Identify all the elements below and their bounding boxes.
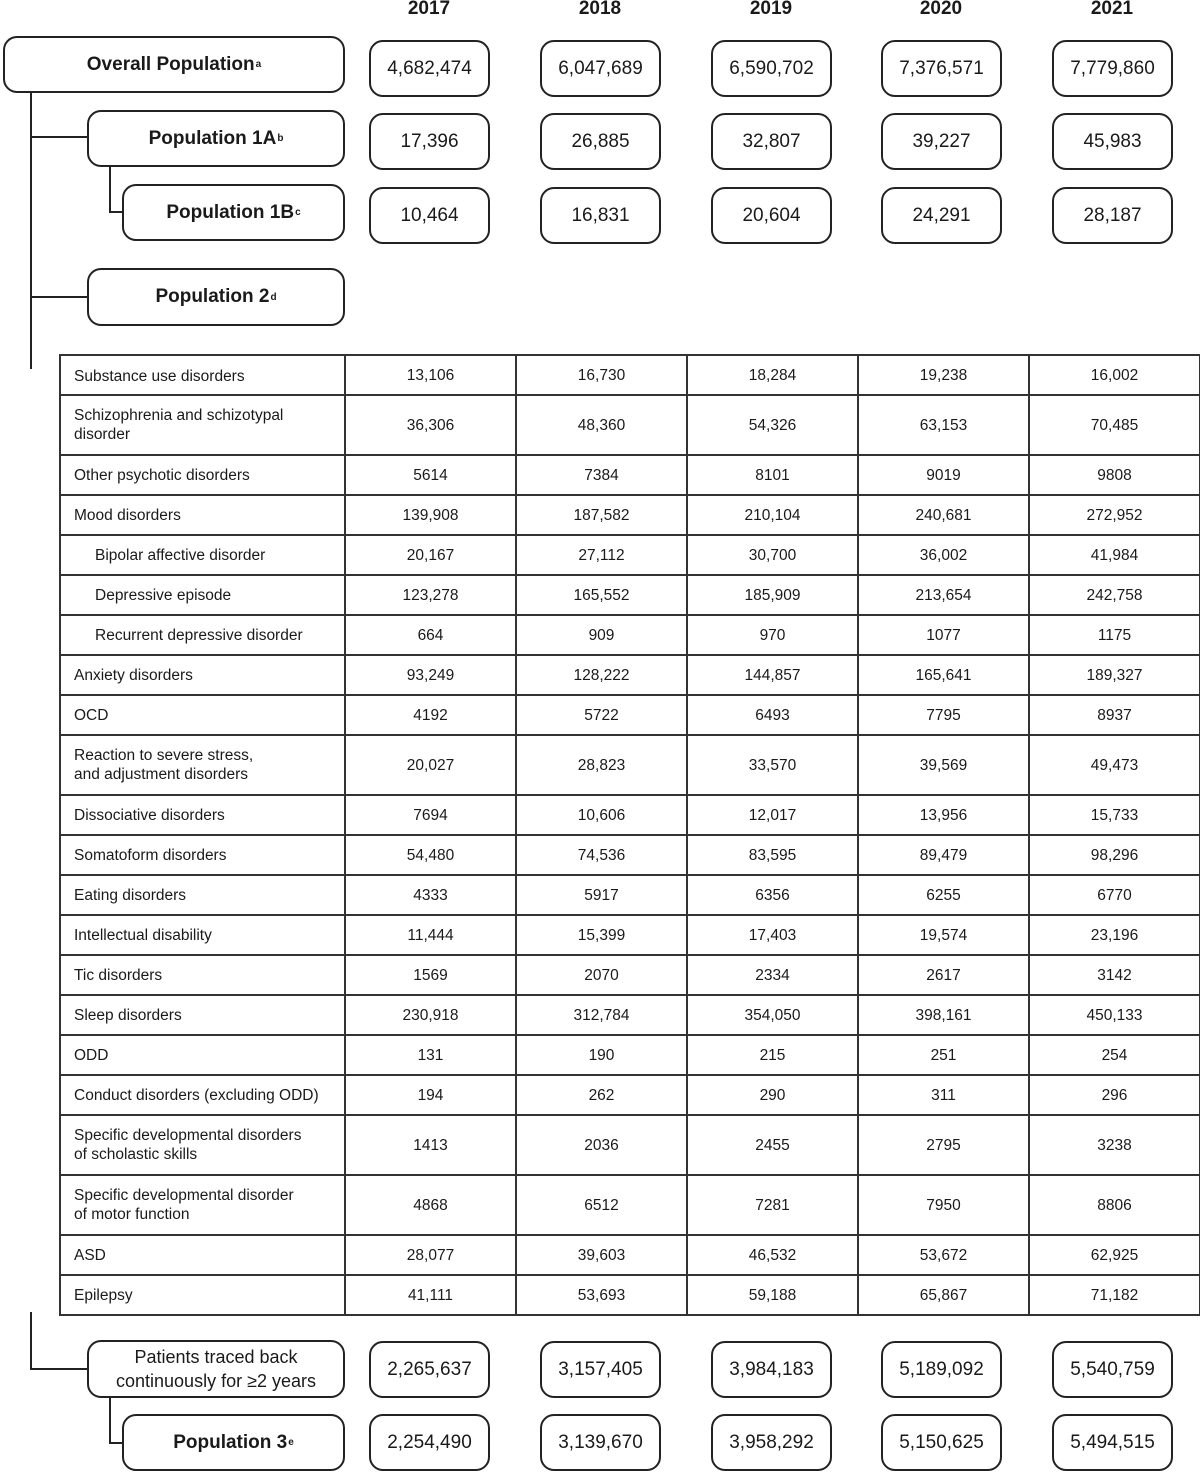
table-row <box>60 835 1200 875</box>
cell-2021: 98,296 <box>1029 835 1200 875</box>
cell-2021: 41,984 <box>1029 535 1200 575</box>
table-row <box>60 795 1200 835</box>
cell-2019: 54,326 <box>687 395 858 455</box>
cell-2020: 165,641 <box>858 655 1029 695</box>
footnote-d: d <box>270 291 277 303</box>
cell-2018: 2036 <box>516 1115 687 1175</box>
row-label: Substance use disorders <box>60 355 345 395</box>
table-row <box>60 535 1200 575</box>
cell-2018: 39,603 <box>516 1235 687 1275</box>
cell-2019: 185,909 <box>687 575 858 615</box>
cell-2021: 3238 <box>1029 1115 1200 1175</box>
row-label: Recurrent depressive disorder <box>60 615 345 655</box>
table-row <box>60 575 1200 615</box>
cell-2018: 312,784 <box>516 995 687 1035</box>
cell-2017: 13,106 <box>345 355 516 395</box>
cell-2018: 15,399 <box>516 915 687 955</box>
cell-2020: 311 <box>858 1075 1029 1115</box>
traced-value-2018: 3,157,405 <box>540 1341 661 1398</box>
cell-2017: 131 <box>345 1035 516 1075</box>
population-3-box <box>122 1414 345 1471</box>
cell-2020: 6255 <box>858 875 1029 915</box>
table-row <box>60 1275 1200 1315</box>
table-row <box>60 395 1200 455</box>
year-header-2019: 2019 <box>749 0 793 19</box>
cell-2018: 10,606 <box>516 795 687 835</box>
cell-2021: 254 <box>1029 1035 1200 1075</box>
cell-2018: 165,552 <box>516 575 687 615</box>
cell-2019: 30,700 <box>687 535 858 575</box>
cell-2020: 251 <box>858 1035 1029 1075</box>
pop3-value-2021: 5,494,515 <box>1052 1414 1173 1471</box>
traced-patients-box <box>87 1340 345 1398</box>
trunk-connector-line <box>30 92 32 369</box>
cell-2019: 7281 <box>687 1175 858 1235</box>
cell-2019: 12,017 <box>687 795 858 835</box>
row-label-line1: Specific developmental disorder <box>74 1187 294 1204</box>
row-label <box>60 1175 345 1235</box>
cell-2020: 213,654 <box>858 575 1029 615</box>
table-row <box>60 1035 1200 1075</box>
cell-2017: 41,111 <box>345 1275 516 1315</box>
cell-2021: 1175 <box>1029 615 1200 655</box>
pop1a-value-2019: 32,807 <box>711 113 832 170</box>
row-label-line2: of motor function <box>74 1206 190 1223</box>
year-header-2018: 2018 <box>578 0 622 19</box>
cell-2019: 354,050 <box>687 995 858 1035</box>
cell-2017: 139,908 <box>345 495 516 535</box>
row-label: Eating disorders <box>60 875 345 915</box>
cell-2018: 74,536 <box>516 835 687 875</box>
cell-2021: 189,327 <box>1029 655 1200 695</box>
cell-2021: 70,485 <box>1029 395 1200 455</box>
cell-2018: 187,582 <box>516 495 687 535</box>
table-row <box>60 735 1200 795</box>
footnote-c: c <box>295 207 301 218</box>
population-2-box <box>87 268 345 326</box>
cell-2020: 2795 <box>858 1115 1029 1175</box>
pop1a-value-2021: 45,983 <box>1052 113 1173 170</box>
row-label-line2: disorder <box>74 426 130 443</box>
cell-2018: 16,730 <box>516 355 687 395</box>
cell-2017: 4192 <box>345 695 516 735</box>
table-row <box>60 995 1200 1035</box>
cell-2020: 63,153 <box>858 395 1029 455</box>
table-row <box>60 915 1200 955</box>
cell-2020: 89,479 <box>858 835 1029 875</box>
cell-2017: 11,444 <box>345 915 516 955</box>
cell-2018: 53,693 <box>516 1275 687 1315</box>
row-label-line1: Reaction to severe stress, <box>74 747 254 764</box>
traced-value-2020: 5,189,092 <box>881 1341 1002 1398</box>
row-label <box>60 1115 345 1175</box>
cell-2017: 5614 <box>345 455 516 495</box>
year-header-2021: 2021 <box>1090 0 1134 19</box>
footnote-a: a <box>255 59 262 70</box>
cell-2020: 19,238 <box>858 355 1029 395</box>
cell-2018: 2070 <box>516 955 687 995</box>
table-row <box>60 615 1200 655</box>
row-label <box>60 735 345 795</box>
cell-2019: 18,284 <box>687 355 858 395</box>
pop3-value-2020: 5,150,625 <box>881 1414 1002 1471</box>
connector-to-pop2 <box>30 296 88 298</box>
cell-2021: 8806 <box>1029 1175 1200 1235</box>
cell-2019: 83,595 <box>687 835 858 875</box>
cell-2021: 272,952 <box>1029 495 1200 535</box>
row-label: Anxiety disorders <box>60 655 345 695</box>
cell-2020: 1077 <box>858 615 1029 655</box>
cell-2021: 71,182 <box>1029 1275 1200 1315</box>
cell-2019: 46,532 <box>687 1235 858 1275</box>
cell-2019: 210,104 <box>687 495 858 535</box>
traced-label-line2: continuously for ≥2 years <box>116 1371 316 1391</box>
cell-2017: 20,027 <box>345 735 516 795</box>
cell-2018: 6512 <box>516 1175 687 1235</box>
cell-2021: 15,733 <box>1029 795 1200 835</box>
cell-2020: 39,569 <box>858 735 1029 795</box>
cell-2017: 20,167 <box>345 535 516 575</box>
table-row <box>60 875 1200 915</box>
traced-value-2021: 5,540,759 <box>1052 1341 1173 1398</box>
row-label: Depressive episode <box>60 575 345 615</box>
pop1b-value-2021: 28,187 <box>1052 187 1173 244</box>
cell-2017: 1413 <box>345 1115 516 1175</box>
row-label-line2: of scholastic skills <box>74 1146 198 1163</box>
cell-2017: 664 <box>345 615 516 655</box>
row-label <box>60 395 345 455</box>
cell-2020: 2617 <box>858 955 1029 995</box>
population-1a-label: Population 1A <box>148 127 277 149</box>
cell-2019: 59,188 <box>687 1275 858 1315</box>
row-label: Tic disorders <box>60 955 345 995</box>
connector-traced-to-pop3-vertical <box>109 1396 111 1443</box>
population-1b-box <box>122 184 345 241</box>
cell-2019: 33,570 <box>687 735 858 795</box>
cell-2020: 65,867 <box>858 1275 1029 1315</box>
cell-2019: 144,857 <box>687 655 858 695</box>
cell-2019: 6493 <box>687 695 858 735</box>
row-label: Other psychotic disorders <box>60 455 345 495</box>
table-row <box>60 695 1200 735</box>
cell-2017: 28,077 <box>345 1235 516 1275</box>
cell-2018: 128,222 <box>516 655 687 695</box>
cell-2020: 9019 <box>858 455 1029 495</box>
cell-2019: 215 <box>687 1035 858 1075</box>
population-1b-label: Population 1B <box>166 201 295 223</box>
connector-1a-to-1b-vertical <box>109 165 111 212</box>
cell-2019: 2455 <box>687 1115 858 1175</box>
row-label: Bipolar affective disorder <box>60 535 345 575</box>
connector-1a-to-1b-horizontal <box>109 211 123 213</box>
cell-2017: 230,918 <box>345 995 516 1035</box>
cell-2020: 398,161 <box>858 995 1029 1035</box>
cell-2021: 296 <box>1029 1075 1200 1115</box>
row-label: OCD <box>60 695 345 735</box>
overall-value-2018: 6,047,689 <box>540 40 661 97</box>
pop1b-value-2018: 16,831 <box>540 187 661 244</box>
cell-2018: 27,112 <box>516 535 687 575</box>
cell-2017: 93,249 <box>345 655 516 695</box>
cell-2021: 62,925 <box>1029 1235 1200 1275</box>
cell-2017: 4868 <box>345 1175 516 1235</box>
connector-to-traced <box>30 1368 88 1370</box>
table-row <box>60 655 1200 695</box>
cell-2019: 6356 <box>687 875 858 915</box>
cell-2019: 8101 <box>687 455 858 495</box>
cell-2018: 48,360 <box>516 395 687 455</box>
connector-traced-to-pop3-horizontal <box>109 1442 123 1444</box>
pop3-value-2018: 3,139,670 <box>540 1414 661 1471</box>
overall-value-2019: 6,590,702 <box>711 40 832 97</box>
cell-2019: 970 <box>687 615 858 655</box>
row-label: Dissociative disorders <box>60 795 345 835</box>
row-label: ODD <box>60 1035 345 1075</box>
traced-label-line1: Patients traced back <box>134 1347 298 1367</box>
cell-2017: 54,480 <box>345 835 516 875</box>
cell-2017: 123,278 <box>345 575 516 615</box>
cell-2018: 28,823 <box>516 735 687 795</box>
table-row <box>60 495 1200 535</box>
population-2-label: Population 2 <box>155 286 270 307</box>
cell-2018: 5917 <box>516 875 687 915</box>
cell-2020: 13,956 <box>858 795 1029 835</box>
row-label: Somatoform disorders <box>60 835 345 875</box>
row-label-line2: and adjustment disorders <box>74 766 249 783</box>
year-header-2020: 2020 <box>919 0 963 19</box>
cell-2017: 7694 <box>345 795 516 835</box>
cell-2021: 16,002 <box>1029 355 1200 395</box>
cell-2021: 9808 <box>1029 455 1200 495</box>
table-row <box>60 355 1200 395</box>
row-label: Epilepsy <box>60 1275 345 1315</box>
cell-2019: 290 <box>687 1075 858 1115</box>
pop1a-value-2018: 26,885 <box>540 113 661 170</box>
table-row <box>60 1175 1200 1235</box>
pop1a-value-2020: 39,227 <box>881 113 1002 170</box>
traced-value-2019: 3,984,183 <box>711 1341 832 1398</box>
population-1a-box <box>87 110 345 167</box>
cell-2017: 1569 <box>345 955 516 995</box>
table-row <box>60 1075 1200 1115</box>
connector-to-pop1a <box>30 136 88 138</box>
table-row <box>60 455 1200 495</box>
cell-2017: 36,306 <box>345 395 516 455</box>
trunk-connector-line-lower <box>30 1312 32 1370</box>
pop1a-value-2017: 17,396 <box>369 113 490 170</box>
overall-value-2017: 4,682,474 <box>369 40 490 97</box>
row-label-line1: Schizophrenia and schizotypal <box>74 407 284 424</box>
row-label: Intellectual disability <box>60 915 345 955</box>
row-label: ASD <box>60 1235 345 1275</box>
cell-2019: 17,403 <box>687 915 858 955</box>
cell-2017: 194 <box>345 1075 516 1115</box>
pop1b-value-2020: 24,291 <box>881 187 1002 244</box>
cell-2018: 7384 <box>516 455 687 495</box>
cell-2020: 7795 <box>858 695 1029 735</box>
overall-population-label: Overall Population <box>86 53 255 75</box>
overall-value-2021: 7,779,860 <box>1052 40 1173 97</box>
cell-2017: 4333 <box>345 875 516 915</box>
cell-2018: 5722 <box>516 695 687 735</box>
cell-2019: 2334 <box>687 955 858 995</box>
cell-2021: 49,473 <box>1029 735 1200 795</box>
cell-2018: 190 <box>516 1035 687 1075</box>
cell-2021: 242,758 <box>1029 575 1200 615</box>
footnote-e: e <box>288 1437 294 1448</box>
population-3-label: Population 3 <box>173 1431 288 1453</box>
table-row <box>60 1115 1200 1175</box>
cell-2021: 3142 <box>1029 955 1200 995</box>
cell-2021: 450,133 <box>1029 995 1200 1035</box>
row-label-line1: Specific developmental disorders <box>74 1127 302 1144</box>
cell-2021: 23,196 <box>1029 915 1200 955</box>
row-label: Conduct disorders (excluding ODD) <box>60 1075 345 1115</box>
cell-2021: 8937 <box>1029 695 1200 735</box>
cell-2018: 262 <box>516 1075 687 1115</box>
cell-2020: 19,574 <box>858 915 1029 955</box>
table-row <box>60 1235 1200 1275</box>
population-2-diagnosis-table <box>59 354 1200 1316</box>
pop3-value-2017: 2,254,490 <box>369 1414 490 1471</box>
table-row <box>60 955 1200 995</box>
cell-2020: 36,002 <box>858 535 1029 575</box>
cell-2020: 7950 <box>858 1175 1029 1235</box>
pop3-value-2019: 3,958,292 <box>711 1414 832 1471</box>
pop1b-value-2017: 10,464 <box>369 187 490 244</box>
row-label: Mood disorders <box>60 495 345 535</box>
cell-2021: 6770 <box>1029 875 1200 915</box>
row-label: Sleep disorders <box>60 995 345 1035</box>
cell-2020: 240,681 <box>858 495 1029 535</box>
cell-2018: 909 <box>516 615 687 655</box>
cell-2020: 53,672 <box>858 1235 1029 1275</box>
traced-value-2017: 2,265,637 <box>369 1341 490 1398</box>
overall-value-2020: 7,376,571 <box>881 40 1002 97</box>
pop1b-value-2019: 20,604 <box>711 187 832 244</box>
footnote-b: b <box>277 133 284 144</box>
year-header-2017: 2017 <box>407 0 451 19</box>
overall-population-box <box>3 36 345 93</box>
